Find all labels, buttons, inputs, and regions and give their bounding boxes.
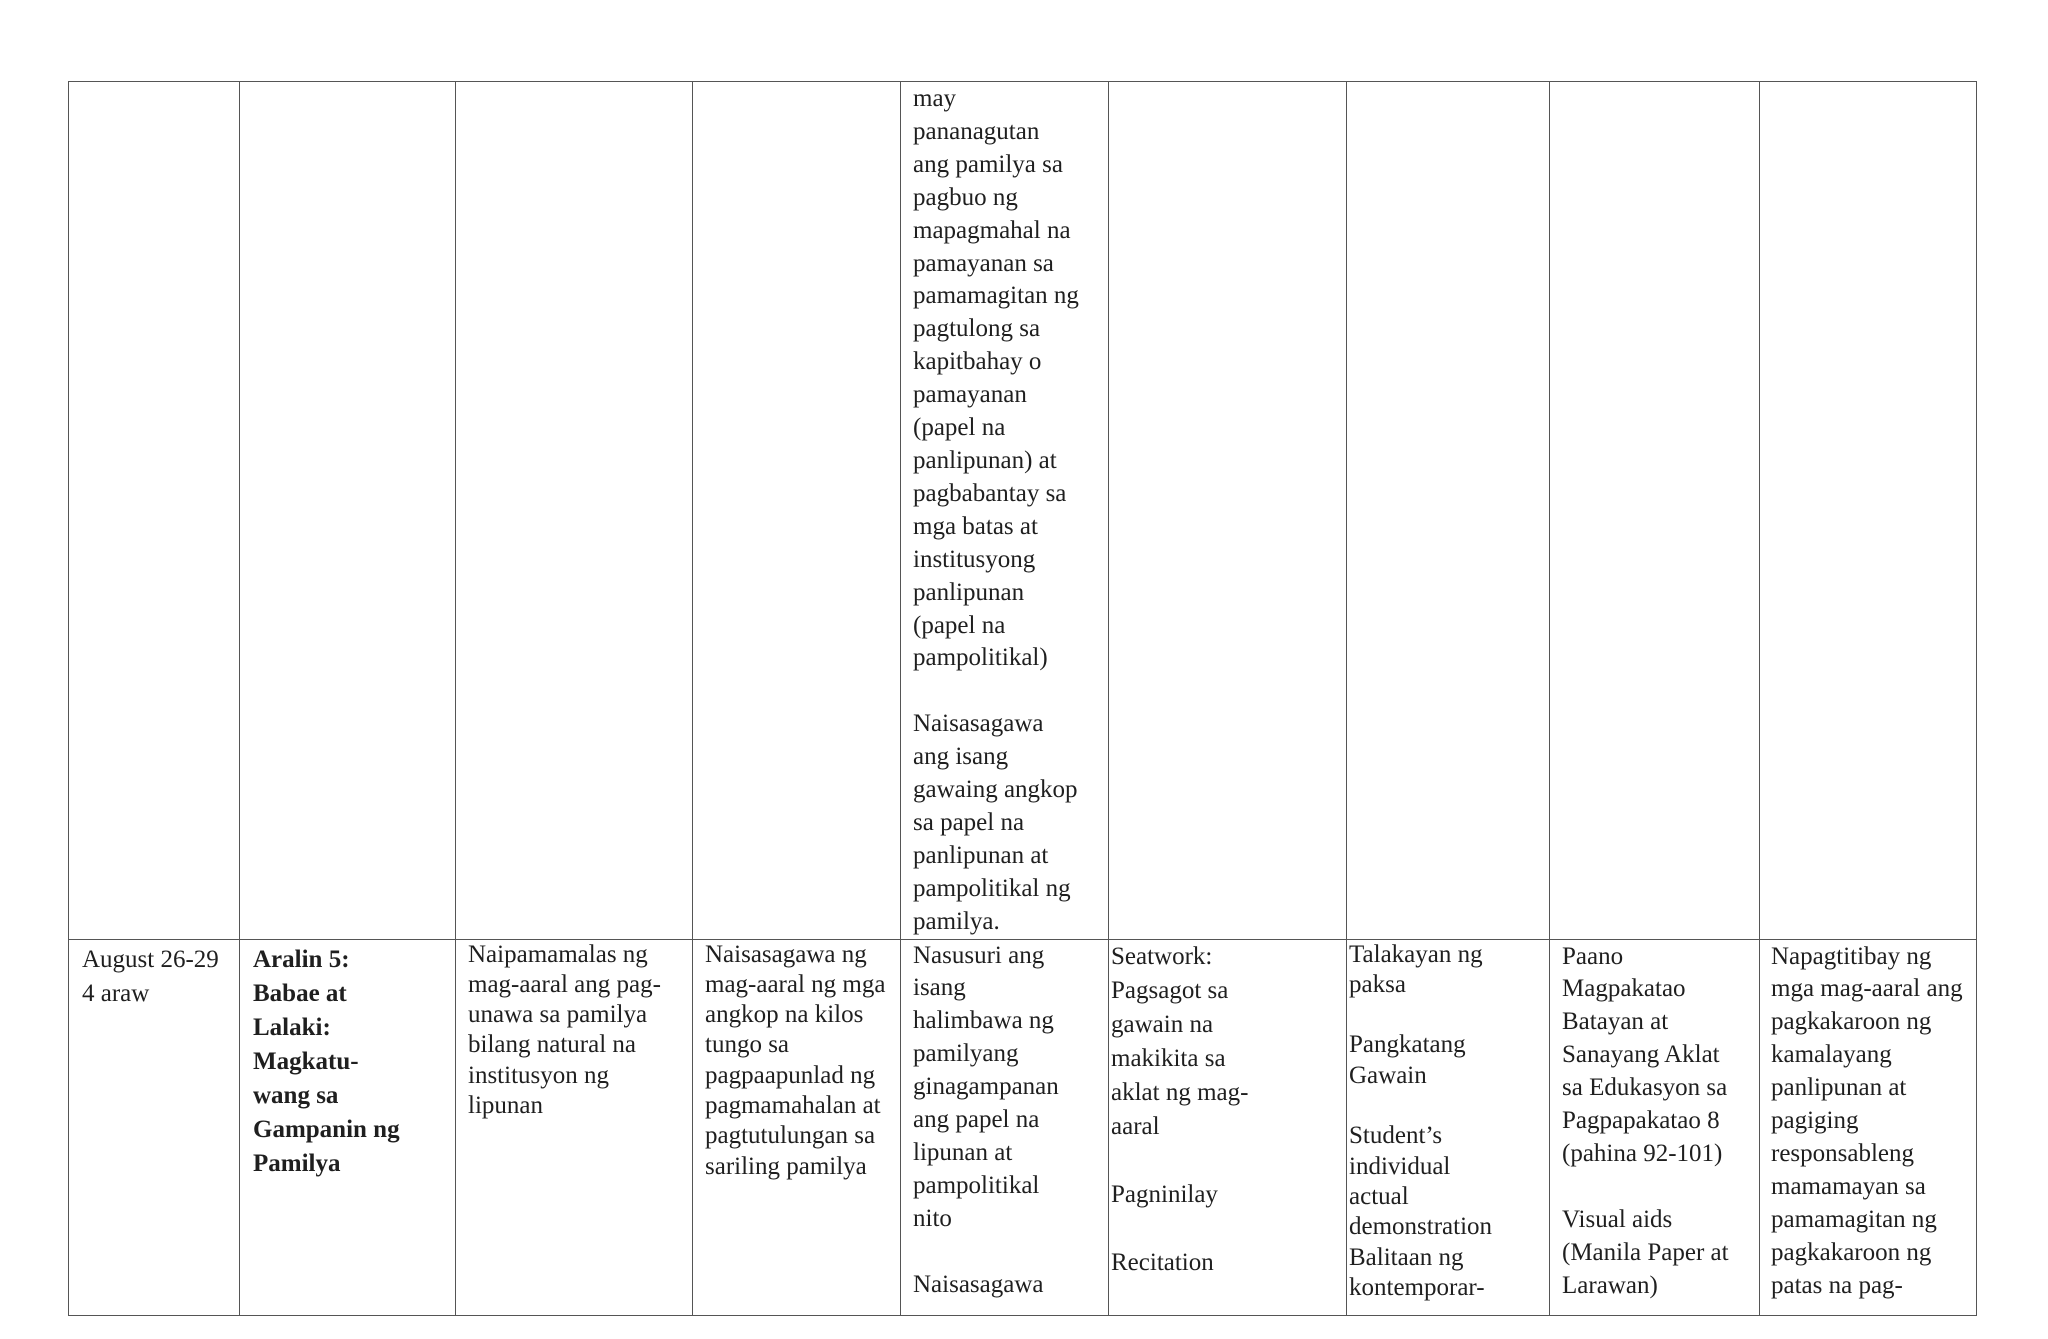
table-cell bbox=[901, 82, 1109, 940]
content-standard-text: Naipamamalas ng mag-aaral ang pag- unawa sa pamilya bilang natural na institusyon ng lipunan bbox=[468, 940, 661, 1120]
table-cell bbox=[456, 82, 693, 940]
table-row bbox=[69, 939, 1977, 1315]
values-text: Napagtitibay ng mga mag-aaral ang pagkakaroon ng kamalayang panlipunan at pagiging responsableng mamamayan sa pamamagitan ng pagkakaroon ng patas na pag- bbox=[1771, 942, 1963, 1299]
performance-standard-text: Naisasagawa ng mag-aaral ng mga angkop na kilos tungo sa pagpaapunlad ng pagmamahalan at pagtutulungan sa sariling pamilya bbox=[705, 940, 886, 1180]
lesson-title: Aralin 5: Babae at Lalaki: Magkatu- wang sa Gampanin ng Pamilya bbox=[253, 945, 400, 1177]
table-cell bbox=[693, 82, 901, 940]
table-cell bbox=[1347, 82, 1550, 940]
date-text: August 26-29 4 araw bbox=[82, 945, 219, 1007]
table-cell bbox=[1347, 939, 1550, 1315]
table-cell bbox=[1109, 939, 1347, 1315]
assessment-text: Seatwork: Pagsagot sa gawain na makikita sa aklat ng mag- aaral Pagninilay Recitation bbox=[1111, 942, 1249, 1276]
table-cell bbox=[1550, 82, 1760, 940]
table-cell bbox=[901, 939, 1109, 1315]
table-cell bbox=[693, 939, 901, 1315]
table-row bbox=[69, 82, 1977, 940]
table-cell bbox=[456, 939, 693, 1315]
resources-text: Paano Magpakatao Batayan at Sanayang Aklat sa Edukasyon sa Pagpapakatao 8 (pahina 92-101) Visual aids (Manila Paper at Larawan) bbox=[1562, 942, 1729, 1299]
table-cell bbox=[1760, 82, 1977, 940]
competencies-text: Nasusuri ang isang halimbawa ng pamilyang ginagampanan ang papel na lipunan at pampolitikal nito Naisasagawa bbox=[913, 941, 1059, 1298]
activities-text: Talakayan ng paksa Pangkatang Gawain Student’s individual actual demonstration Balitaan ng kontemporar- bbox=[1349, 940, 1493, 1301]
table-cell bbox=[1550, 939, 1760, 1315]
table-cell bbox=[1109, 82, 1347, 940]
table-cell bbox=[240, 939, 456, 1315]
competency-continuation-text: may pananagutan ang pamilya sa pagbuo ng mapagmahal na pamayanan sa pamamagitan ng pagtulong sa kapitbahay o pamayanan (papel na panlipunan) at pagbabantay sa mga batas at institusyong panlipunan (papel na pampolitikal) Naisasagawa ang isang gawaing angkop sa papel na panlipunan at pampolitikal ng pamilya. bbox=[913, 85, 1079, 935]
table-cell bbox=[69, 939, 240, 1315]
curriculum-table bbox=[68, 81, 1977, 1316]
table-cell bbox=[240, 82, 456, 940]
table-cell bbox=[1760, 939, 1977, 1315]
table-cell bbox=[69, 82, 240, 940]
